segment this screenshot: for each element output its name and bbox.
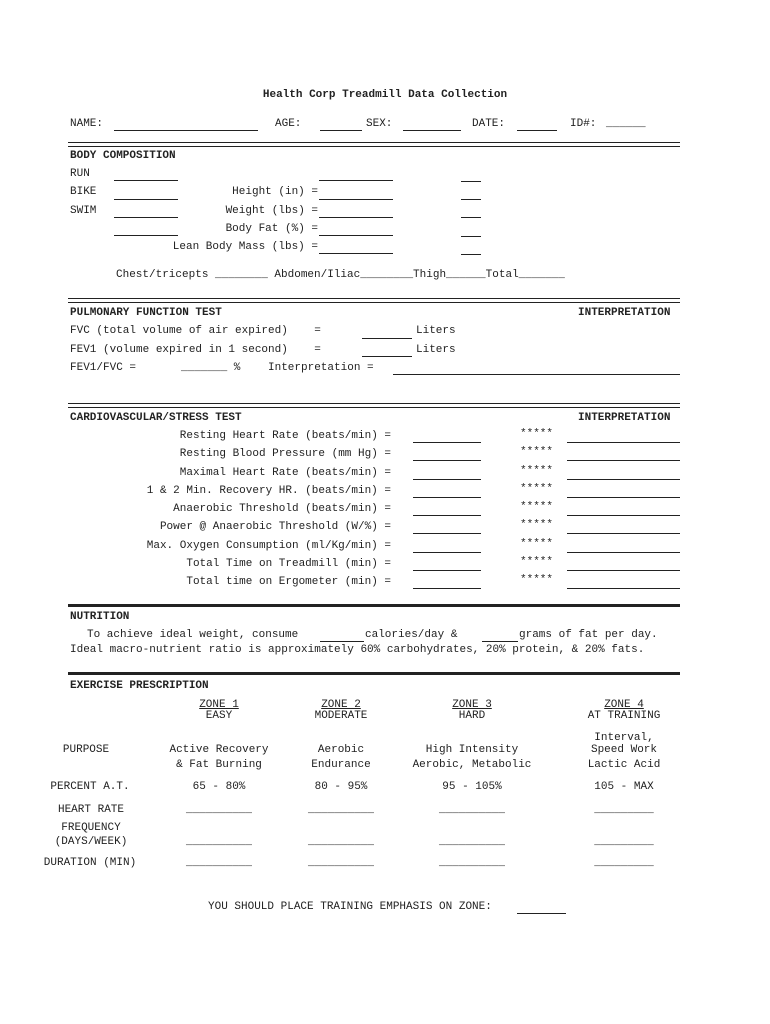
id-field[interactable]: ______	[606, 118, 646, 130]
bc-short-1[interactable]	[461, 199, 481, 200]
zone-2-title: ZONE 2	[321, 699, 361, 711]
skinfold-line: Chest/tricepts ________ Abdomen/Iliac________Thigh______Total_______	[116, 269, 565, 281]
fev1-field[interactable]	[362, 356, 412, 357]
cardio-row-stars: *****	[520, 556, 554, 568]
bc-short-4[interactable]	[461, 254, 481, 255]
section-divider	[68, 142, 680, 147]
lean-mass-label: Lean Body Mass (lbs) =	[172, 241, 318, 253]
ratio-field[interactable]: _______ %	[181, 362, 241, 374]
ratio-label: FEV1/FVC =	[70, 362, 137, 374]
zone-1-blank-2[interactable]: __________	[185, 857, 252, 869]
body-fat-field[interactable]	[319, 235, 393, 236]
fvc-label: FVC (total volume of air expired) =	[70, 325, 321, 337]
zone-3-percent: 95 - 105%	[442, 781, 502, 793]
cardio-row-interp-field[interactable]	[567, 442, 680, 443]
section-divider	[68, 672, 680, 675]
date-label: DATE:	[472, 118, 506, 130]
zone-3-name: HARD	[458, 710, 486, 722]
zone-3-purpose-2: Aerobic, Metabolic	[412, 759, 532, 771]
date-field[interactable]	[517, 130, 557, 131]
body-composition-heading: BODY COMPOSITION	[70, 150, 176, 162]
height-field[interactable]	[319, 199, 393, 200]
sex-field[interactable]	[403, 130, 461, 131]
cardio-row-field[interactable]	[413, 570, 481, 571]
run-label: RUN	[70, 168, 90, 180]
zone-4-name: AT TRAINING	[587, 710, 661, 722]
bike-field[interactable]	[114, 199, 178, 200]
zone-1-title: ZONE 1	[199, 699, 239, 711]
sex-label: SEX:	[366, 118, 393, 130]
zone-2-purpose-1: Aerobic	[317, 744, 365, 756]
cardio-row-interp-field[interactable]	[567, 460, 680, 461]
cardio-row-field[interactable]	[413, 515, 481, 516]
pulmonary-interp-field[interactable]	[393, 374, 680, 375]
zone-2-blank-1[interactable]: __________	[307, 836, 374, 848]
emphasis-label: YOU SHOULD PLACE TRAINING EMPHASIS ON ZONE:	[208, 901, 492, 913]
zone-4-blank-2[interactable]: _________	[594, 857, 654, 869]
cardio-row-interp-field[interactable]	[567, 497, 680, 498]
cardio-row-label: Resting Heart Rate (beats/min) =	[179, 430, 391, 442]
zone-4-purpose-1: Speed Work	[590, 744, 657, 756]
nutrition-line-1b: calories/day &	[365, 629, 458, 641]
zone-1-percent: 65 - 80%	[192, 781, 246, 793]
cardio-row-stars: *****	[520, 538, 554, 550]
fev1-label: FEV1 (volume expired in 1 second) =	[70, 344, 321, 356]
zone-1-blank-1[interactable]: __________	[185, 836, 252, 848]
pulmonary-interp-heading: INTERPRETATION	[578, 307, 671, 319]
cardio-row-label: 1 & 2 Min. Recovery HR. (beats/min) =	[146, 485, 391, 497]
zone-4-purpose-0: Interval,	[594, 732, 654, 744]
zone-2-percent: 80 - 95%	[314, 781, 368, 793]
age-field[interactable]	[320, 130, 362, 131]
zone-3-purpose-1: High Intensity	[425, 744, 519, 756]
exercise-heading: EXERCISE PRESCRIPTION	[70, 680, 209, 692]
cardio-row-label: Total time on Ergometer (min) =	[186, 576, 391, 588]
pulmonary-heading: PULMONARY FUNCTION TEST	[70, 307, 222, 319]
zone-3-title: ZONE 3	[452, 699, 492, 711]
zone-1-blank-0[interactable]: __________	[185, 804, 252, 816]
cardio-row-interp-field[interactable]	[567, 552, 680, 553]
bc-short-0[interactable]	[461, 181, 481, 182]
duration-label: DURATION (MIN)	[43, 857, 137, 869]
age-label: AGE:	[275, 118, 302, 130]
frequency-unit-label: (DAYS/WEEK)	[54, 836, 128, 848]
cardio-row-field[interactable]	[413, 460, 481, 461]
nutrition-line-1a: To achieve ideal weight, consume	[87, 629, 299, 641]
zone-2-purpose-2: Endurance	[311, 759, 371, 771]
cardio-row-interp-field[interactable]	[567, 588, 680, 589]
run-field[interactable]	[114, 180, 178, 181]
section-divider	[68, 604, 680, 607]
cardio-row-interp-field[interactable]	[567, 515, 680, 516]
cardio-row-stars: *****	[520, 465, 554, 477]
bc-short-3[interactable]	[461, 236, 481, 237]
zone-3-blank-0[interactable]: __________	[438, 804, 505, 816]
fvc-field[interactable]	[362, 338, 412, 339]
section-divider	[68, 298, 680, 303]
cardio-row-field[interactable]	[413, 497, 481, 498]
nutrition-line-1c: grams of fat per day.	[519, 629, 658, 641]
fat-grams-field[interactable]	[482, 641, 518, 642]
cardio-row-field[interactable]	[413, 442, 481, 443]
cardio-row-stars: *****	[520, 501, 554, 513]
zone-2-name: MODERATE	[314, 710, 368, 722]
cardio-row-stars: *****	[520, 428, 554, 440]
purpose-label: PURPOSE	[62, 744, 110, 756]
cardio-row-interp-field[interactable]	[567, 533, 680, 534]
frequency-label: FREQUENCY	[61, 822, 121, 834]
page-title: Health Corp Treadmill Data Collection	[262, 89, 508, 101]
zone-1-purpose-1: Active Recovery	[169, 744, 269, 756]
name-label: NAME:	[70, 118, 104, 130]
weight-label: Weight (lbs) =	[225, 205, 318, 217]
zone-3-blank-2[interactable]: __________	[438, 857, 505, 869]
cardio-row-stars: *****	[520, 519, 554, 531]
zone-4-purpose-2: Lactic Acid	[587, 759, 661, 771]
cardio-heading: CARDIOVASCULAR/STRESS TEST	[70, 412, 242, 424]
body-fat-label: Body Fat (%) =	[225, 223, 318, 235]
extra-field[interactable]	[114, 235, 178, 236]
cardio-row-label: Power @ Anaerobic Threshold (W/%) =	[159, 521, 391, 533]
bc-short-2[interactable]	[461, 217, 481, 218]
zone-1-purpose-2: & Fat Burning	[176, 759, 262, 771]
interp-label: Interpretation =	[268, 362, 374, 374]
section-divider	[68, 403, 680, 408]
zone-4-title: ZONE 4	[604, 699, 644, 711]
calories-field[interactable]	[320, 641, 364, 642]
id-label: ID#:	[570, 118, 597, 130]
zone-4-percent: 105 - MAX	[594, 781, 654, 793]
zone-2-blank-2[interactable]: __________	[307, 857, 374, 869]
cardio-row-label: Max. Oxygen Consumption (ml/Kg/min) =	[146, 540, 391, 552]
cardio-interp-heading: INTERPRETATION	[578, 412, 671, 424]
swim-label: SWIM	[70, 205, 97, 217]
weight-field[interactable]	[319, 217, 393, 218]
cardio-row-label: Maximal Heart Rate (beats/min) =	[179, 467, 391, 479]
cardio-row-interp-field[interactable]	[567, 570, 680, 571]
zone-4-blank-0[interactable]: _________	[594, 804, 654, 816]
cardio-row-label: Resting Blood Pressure (mm Hg) =	[179, 448, 391, 460]
emphasis-field[interactable]	[517, 913, 566, 914]
percent-label: PERCENT A.T.	[50, 781, 130, 793]
heart-rate-label: HEART RATE	[57, 804, 124, 816]
cardio-row-interp-field[interactable]	[567, 479, 680, 480]
fvc-unit: Liters	[416, 325, 456, 337]
lean-mass-field[interactable]	[319, 253, 393, 254]
cardio-row-stars: *****	[520, 483, 554, 495]
nutrition-line-2: Ideal macro-nutrient ratio is approximately 60% carbohydrates, 20% protein, & 20% fats.	[70, 644, 645, 656]
nutrition-heading: NUTRITION	[70, 611, 130, 623]
swim-field[interactable]	[114, 217, 178, 218]
cardio-row-field[interactable]	[413, 588, 481, 589]
cardio-row-label: Anaerobic Threshold (beats/min) =	[173, 503, 391, 515]
bike-label: BIKE	[70, 186, 97, 198]
cardio-row-field[interactable]	[413, 552, 481, 553]
cardio-row-stars: *****	[520, 574, 554, 586]
cardio-row-label: Total Time on Treadmill (min) =	[186, 558, 391, 570]
zone-4-blank-1[interactable]: _________	[594, 836, 654, 848]
cardio-row-stars: *****	[520, 446, 554, 458]
zone-2-blank-0[interactable]: __________	[307, 804, 374, 816]
height-label: Height (in) =	[232, 186, 318, 198]
bc-field-0[interactable]	[319, 180, 393, 181]
fev1-unit: Liters	[416, 344, 456, 356]
name-field[interactable]	[114, 130, 258, 131]
cardio-row-field[interactable]	[413, 533, 481, 534]
zone-1-name: EASY	[205, 710, 233, 722]
cardio-row-field[interactable]	[413, 479, 481, 480]
zone-3-blank-1[interactable]: __________	[438, 836, 505, 848]
